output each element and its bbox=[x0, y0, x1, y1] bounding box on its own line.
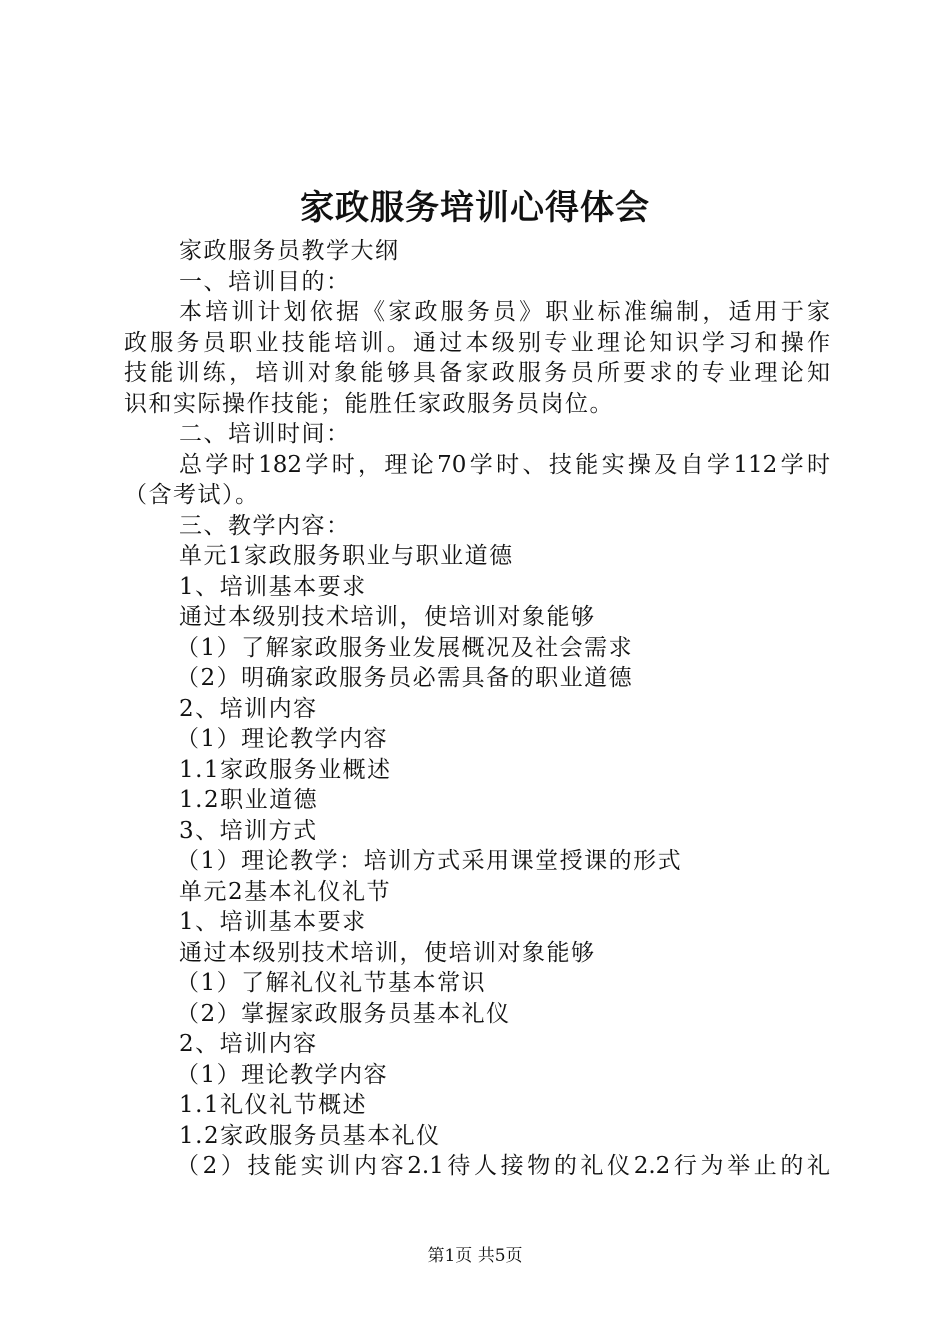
subheading: 2、培训内容 bbox=[179, 1031, 318, 1057]
paragraph-line: 政服务员职业技能培训。通过本级别专业理论知识学习和操作 bbox=[124, 329, 830, 356]
list-item: （2）技能实训内容2.1待人接物的礼仪2.2行为举止的礼 bbox=[176, 1153, 830, 1179]
paragraph-line: 通过本级别技术培训，使培训对象能够 bbox=[179, 939, 596, 966]
paragraph-line: （含考试）。 bbox=[124, 482, 260, 508]
list-item: （1）理论教学内容 bbox=[176, 1061, 389, 1088]
outline-heading: 家政服务员教学大纲 bbox=[179, 238, 400, 264]
page-footer: 第1页 共5页 bbox=[427, 1246, 523, 1266]
list-item: （1）理论教学内容 bbox=[176, 726, 389, 752]
list-item: （2）明确家政服务员必需具备的职业道德 bbox=[176, 665, 634, 691]
unit-heading: 单元1家政服务职业与职业道德 bbox=[179, 543, 514, 569]
document-title: 家政服务培训心得体会 bbox=[300, 188, 650, 228]
subheading: 3、培训方式 bbox=[179, 817, 318, 844]
section-heading: 三、教学内容： bbox=[179, 512, 351, 539]
paragraph-line: 本培训计划依据《家政服务员》职业标准编制，适用于家 bbox=[179, 299, 830, 325]
unit-heading: 单元2基本礼仪礼节 bbox=[179, 878, 392, 905]
paragraph-line: 总学时182学时，理论70学时、技能实操及自学112学时 bbox=[179, 451, 830, 478]
list-item: （1）了解家政服务业发展概况及社会需求 bbox=[176, 634, 634, 661]
list-item: 1.1礼仪礼节概述 bbox=[179, 1092, 368, 1118]
list-item: 1.2家政服务员基本礼仪 bbox=[179, 1122, 441, 1149]
list-item: （2）掌握家政服务员基本礼仪 bbox=[176, 1000, 511, 1027]
subheading: 1、培训基本要求 bbox=[179, 909, 367, 935]
subheading: 2、培训内容 bbox=[179, 695, 318, 722]
list-item: 1.1家政服务业概述 bbox=[179, 756, 392, 783]
paragraph-line: 通过本级别技术培训，使培训对象能够 bbox=[179, 604, 596, 630]
section-heading: 一、培训目的： bbox=[179, 268, 351, 295]
paragraph-line: 识和实际操作技能；能胜任家政服务员岗位。 bbox=[124, 390, 614, 417]
list-item: （1）了解礼仪礼节基本常识 bbox=[176, 970, 487, 996]
section-heading: 二、培训时间： bbox=[179, 421, 351, 447]
list-item: 1.2职业道德 bbox=[179, 787, 319, 813]
subheading: 1、培训基本要求 bbox=[179, 573, 367, 600]
paragraph-line: 技能训练，培训对象能够具备家政服务员所要求的专业理论知 bbox=[124, 360, 830, 386]
list-item: （1）理论教学：培训方式采用课堂授课的形式 bbox=[176, 848, 683, 874]
document-body bbox=[124, 236, 830, 1182]
